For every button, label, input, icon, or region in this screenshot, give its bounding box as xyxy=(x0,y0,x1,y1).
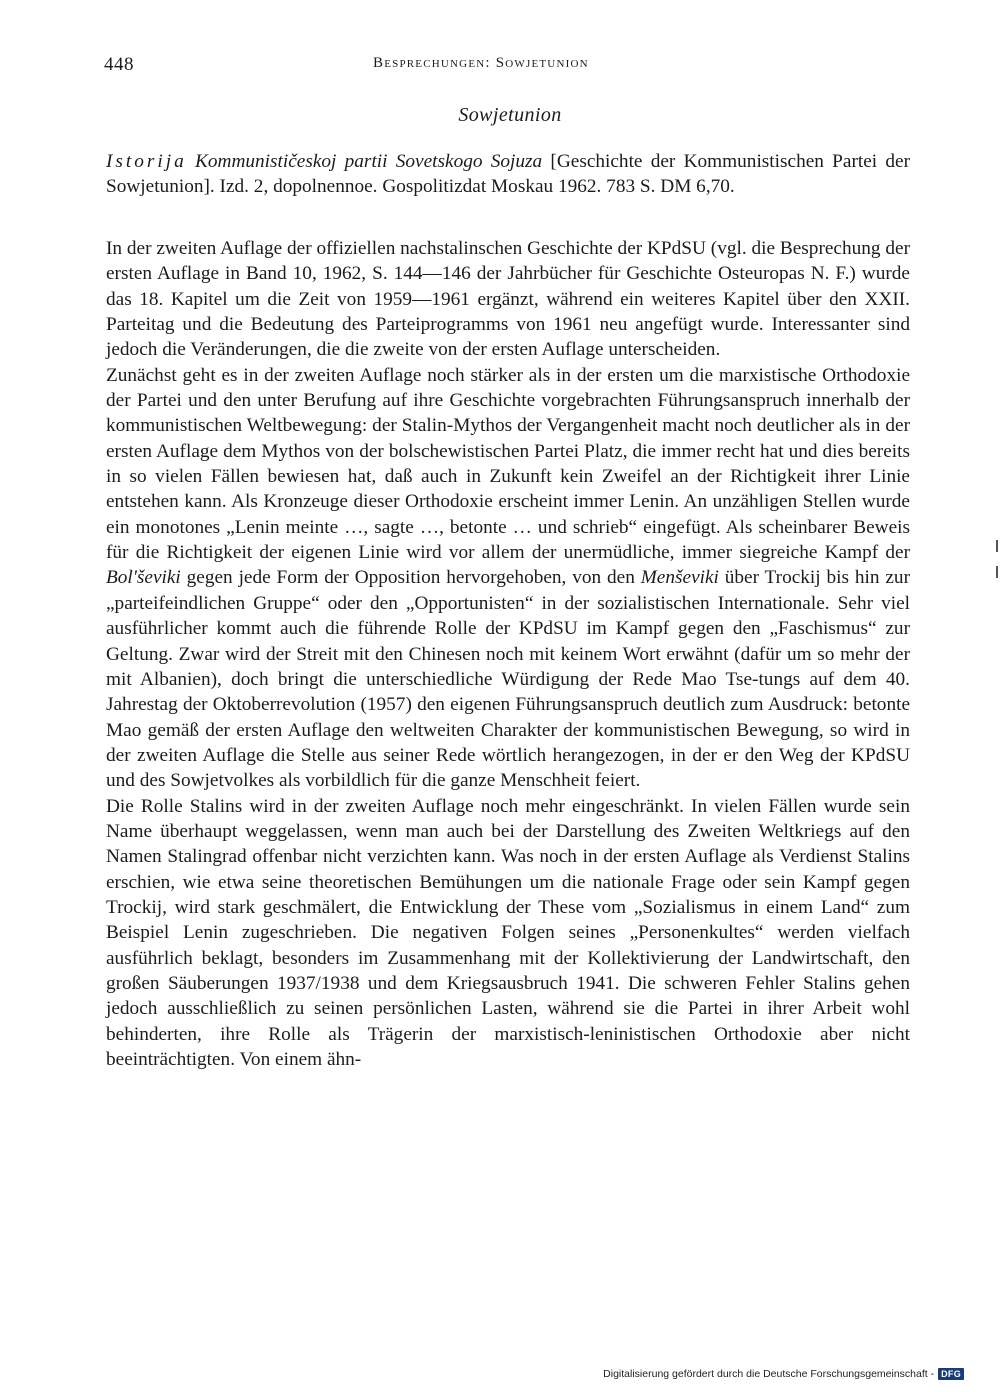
running-head: Besprechungen: Sowjetunion xyxy=(373,55,589,71)
footer-credit xyxy=(603,1368,964,1380)
entry-author: Istorija xyxy=(106,151,187,172)
margin-mark xyxy=(996,566,998,578)
entry-title: Kommunističeskoj partii Sovetskogo Sojuza xyxy=(195,151,543,172)
term-bolseviki: Bol'ševiki xyxy=(106,567,181,589)
paragraph-text: Zunächst geht es in der zweiten Auflage noch stärker als in der ersten um die marxistische Orthodoxie der Partei und den unter Berufung auf ihre Geschichte vorgebrachten Führungsanspruch innerhalb der kommunistischen Weltbewegung: der Stalin-Mythos der Vergangenheit macht noch deutlicher als in der ersten Auflage dem Mythos von der bolschewistischen Partei Platz, die immer recht hat und dies bereits in so vielen Fällen bewiesen hat, daß auch in Zukunft kein Zweifel an der Richtigkeit ihrer Linie entstehen kann. Als Kronzeuge dieser Orthodoxie erscheint immer Lenin. An unzähligen Stellen wurde ein monotones „Lenin meinte …, sagte …, betonte … und schrieb“ eingefügt. Als scheinbarer Beweis für die Richtigkeit der eigenen Linie wird vor allem der unermüdliche, immer siegreiche Kampf der xyxy=(106,364,910,564)
paragraph: In der zweiten Auflage der offiziellen nachstalinschen Geschichte der KPdSU (vgl. die Besprechung der ersten Auflage in Band 10, 1962, S. 144—146 der Jahrbücher für Geschichte Osteuropas N. F.) wurde das 18. Kapitel um die Zeit von 1959—1961 ergänzt, während ein weiteres Kapitel über den XXII. Parteitag und die Bedeutung des Parteiprogramms von 1961 neu angefügt wurde. Interessanter sind jedoch die Veränderungen, die die zweite von der ersten Auflage unterscheiden. xyxy=(106,238,910,361)
page-number: 448 xyxy=(104,54,134,75)
entry-details: [Geschichte der Kommunistischen Partei der Sowjetunion]. Izd. 2, dopolnennoe. Gospolitizdat Moskau 1962. 783 S. DM 6,70. xyxy=(106,151,910,198)
paragraph: Die Rolle Stalins wird in der zweiten Auflage noch mehr eingeschränkt. In vielen Fällen wurde sein Name überhaupt weggelassen, wenn man auch bei der Darstellung des Zweiten Weltkriegs auf den Namen Stalingrad offenbar nicht verzichten kann. Was noch in der ersten Auflage als Verdienst Stalins erschien, wie etwa seine theoretischen Bemühungen um die nationale Frage oder sein Kampf gegen Trockij, wird stark geschmälert, die Entwicklung der These vom „Sozialismus in einem Land“ zum Beispiel Lenin zugeschrieben. Die negativen Folgen seines „Personenkultes“ werden vielfach ausführlich beklagt, besonders im Zusammenhang mit der Kollektivierung der Landwirtschaft, den großen Säuberungen 1937/1938 und dem Kriegsausbruch 1941. Die schweren Fehler Stalins gehen jedoch ausschließlich zu seinen persönlichen Lasten, während sie die Partei in ihrer Arbeit wohl behinderten, ihre Rolle als Trägerin der marxistisch-leninistischen Orthodoxie aber nicht beeinträchtigten. Von einem ähn- xyxy=(106,795,910,1070)
bibliographic-entry xyxy=(106,149,910,200)
section-title: Sowjetunion xyxy=(458,104,562,126)
paragraph-text: über Trockij bis hin zur „parteifeindlichen Gruppe“ oder den „Opportunisten“ in der sozialistischen Internationale. Sehr viel ausführlicher kommt auch die führende Rolle der KPdSU im Kampf gegen den „Faschismus“ zur Geltung. Zwar wird der Streit mit den Chinesen noch mit keinem Wort erwähnt (dafür um so mehr der mit Albanien), doch bringt die unterschiedliche Würdigung der Rede Mao Tse-tungs auf dem 40. Jahrestag der Oktoberrevolution (1957) den eigenen Führungsanspruch deutlich zum Ausdruck: betonte Mao gemäß der ersten Auflage den weltweiten Charakter der kommunistischen Bewegung, so wird in der zweiten Auflage die Stelle aus seiner Rede wörtlich herangezogen, in der er den Weg der KPdSU und des Sowjetvolkes als vorbildlich für die ganze Menschheit feiert. xyxy=(106,567,910,792)
review-body xyxy=(106,236,910,1072)
dfg-logo: DFG xyxy=(938,1368,964,1380)
margin-mark xyxy=(996,540,998,552)
paragraph-text: gegen jede Form der Opposition hervorgehoben, von den xyxy=(180,567,641,589)
paragraph xyxy=(106,363,910,794)
credit-text: Digitalisierung gefördert durch die Deutsche Forschungsgemeinschaft - xyxy=(603,1368,935,1380)
term-menseviki: Menševiki xyxy=(640,567,719,589)
